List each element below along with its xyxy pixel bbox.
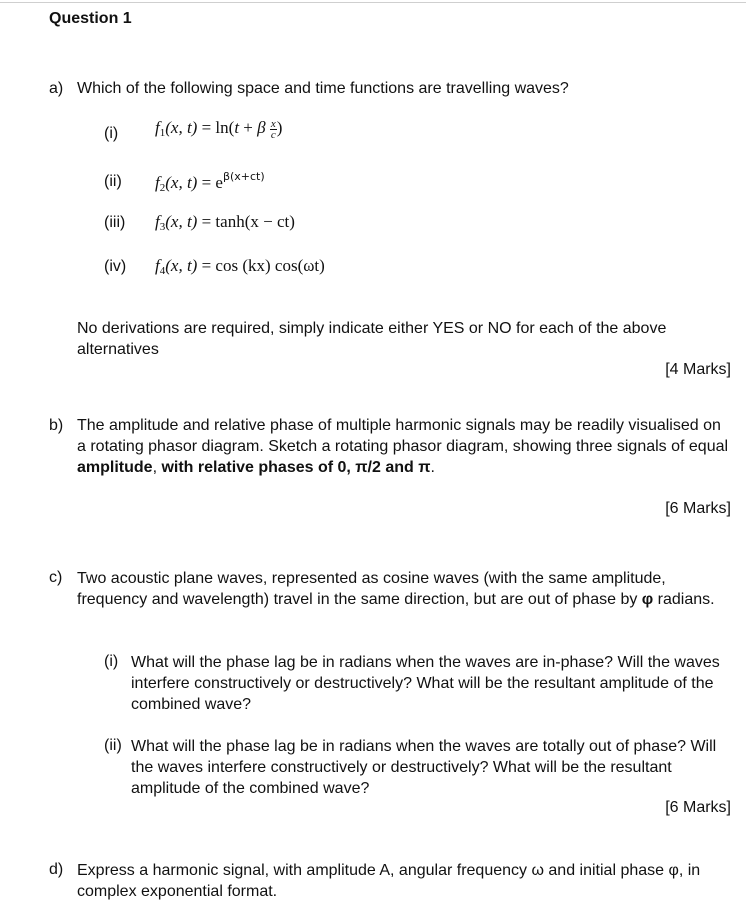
part-c-item-ii-text: What will the phase lag be in radians when the waves are totally out of phase? Will the waves interfere constructively or destructively? What will be the resultant amplitude of the combined wave? [131, 738, 717, 797]
part-b-question: The amplitude and relative phase of multiple harmonic signals may be readily visualised on a rotating phasor diagram. Sketch a rotating phasor diagram, showing three signals of equal amplitude, with relative phases of 0, π/2 and π. [77, 417, 729, 476]
part-a-marks: [4 Marks] [665, 361, 731, 378]
item-i-label: (i) [104, 125, 119, 142]
item-iv-label: (iv) [104, 258, 127, 275]
part-c-label: c) [49, 569, 63, 586]
equation-f1: $f_1(x$, t) = ln(t + β $\frac{x}{c}$ ) [155, 117, 283, 141]
part-c-item-i-text: What will the phase lag be in radians when the waves are in-phase? Will the waves interfere constructively or destructively? What will be the resultant amplitude of the combined wave? [131, 654, 720, 713]
part-b-label: b) [49, 417, 64, 434]
top-divider [0, 2, 746, 3]
part-d-label: d) [49, 861, 64, 878]
part-a-label: a) [49, 80, 64, 97]
part-c-item-ii-label: (ii) [104, 737, 122, 754]
part-c-question: Two acoustic plane waves, represented as cosine waves (with the same amplitude, frequency and wavelength) travel in the same direction, but are out of phase by φ radians. [77, 570, 715, 608]
equation-f4: $f_4(x$, t) = cos (kx) cos(ωt) [155, 256, 325, 277]
equation-f2: $f_2(x$, $t) = e^{\beta(x+ct)}$ [155, 170, 265, 194]
part-a-instruction: No derivations are required, simply indicate either YES or NO for each of the above alternatives [77, 320, 667, 358]
part-a-question: Which of the following space and time functions are travelling waves? [77, 80, 569, 97]
equation-f3: $f_3(x$, t) = tanh(x − ct) [155, 212, 295, 233]
part-d-question: Express a harmonic signal, with amplitude A, angular frequency ω and initial phase φ, in complex exponential format. [77, 862, 701, 900]
part-c-item-i-label: (i) [104, 653, 119, 670]
item-ii-label: (ii) [104, 173, 122, 190]
part-c-marks: [6 Marks] [665, 799, 731, 816]
item-iii-label: (iii) [104, 214, 126, 231]
part-b-marks: [6 Marks] [665, 500, 731, 517]
question-title: Question 1 [49, 10, 132, 27]
